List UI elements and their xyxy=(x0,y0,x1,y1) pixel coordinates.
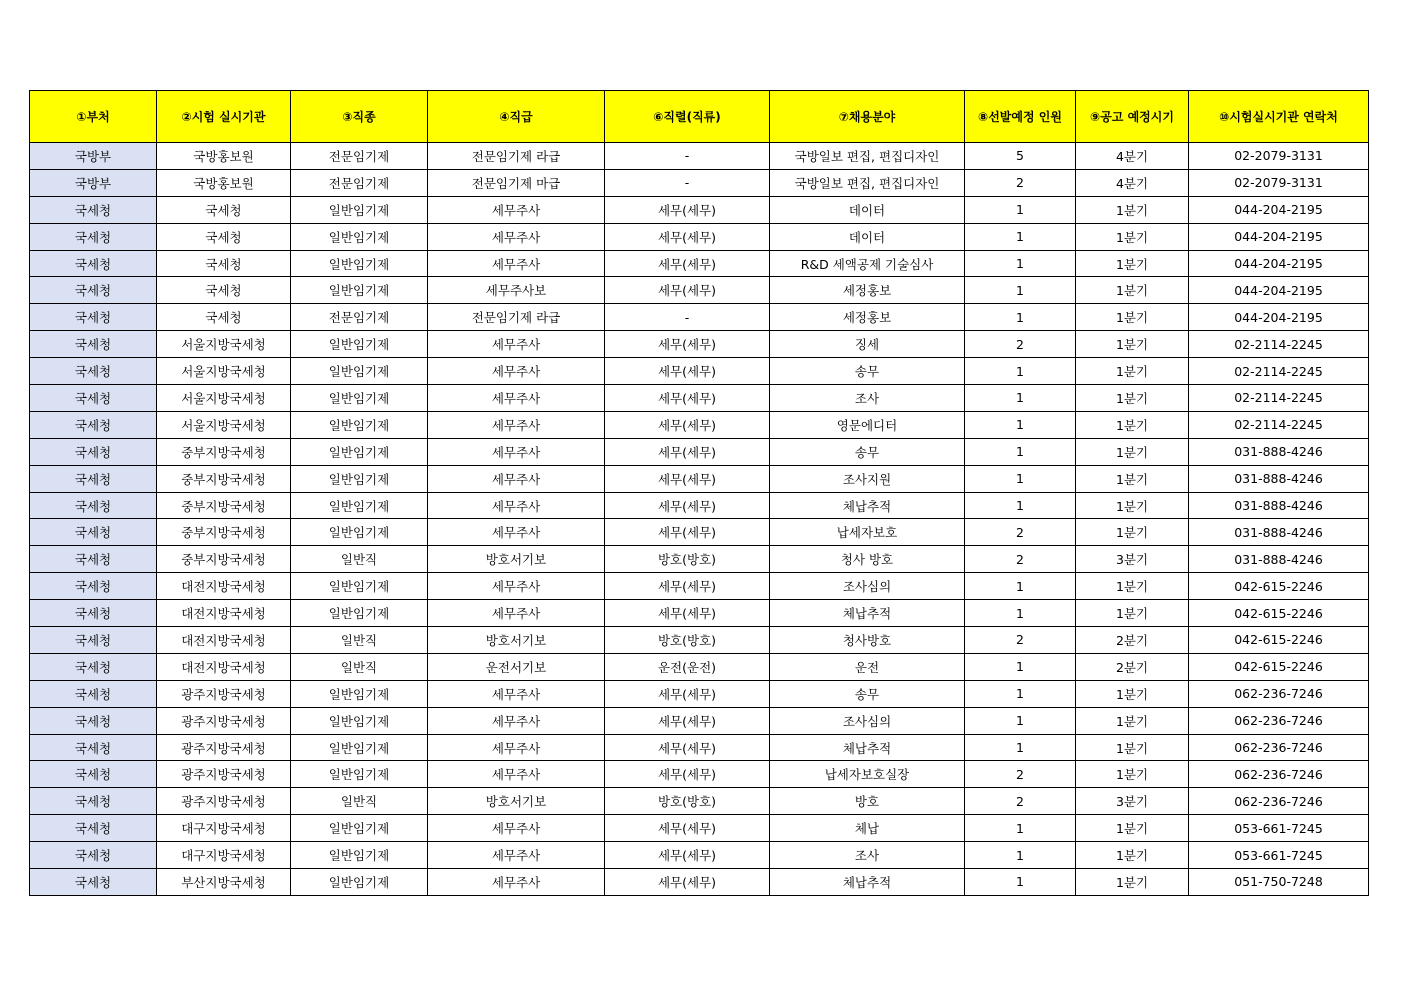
cell-notice-period: 1분기 xyxy=(1076,680,1189,707)
cell-job-type: 일반임기제 xyxy=(291,707,428,734)
cell-contact: 062-236-7246 xyxy=(1189,707,1369,734)
cell-grade: 세무주사 xyxy=(428,680,605,707)
cell-job-type: 일반임기제 xyxy=(291,573,428,600)
cell-job-type: 일반임기제 xyxy=(291,842,428,869)
cell-grade: 세무주사 xyxy=(428,815,605,842)
header-headcount: ⑧선발예정 인원 xyxy=(965,91,1076,143)
cell-ministry: 국세청 xyxy=(30,788,157,815)
table-row xyxy=(30,465,1369,492)
cell-headcount: 1 xyxy=(965,438,1076,465)
table-row xyxy=(30,223,1369,250)
cell-headcount: 1 xyxy=(965,842,1076,869)
cell-job-series: - xyxy=(605,143,770,170)
cell-notice-period: 1분기 xyxy=(1076,707,1189,734)
cell-field: 조사심의 xyxy=(770,573,965,600)
cell-contact: 02-2114-2245 xyxy=(1189,331,1369,358)
cell-contact: 051-750-7248 xyxy=(1189,869,1369,896)
cell-grade: 전문임기제 마급 xyxy=(428,169,605,196)
cell-job-series: - xyxy=(605,169,770,196)
cell-grade: 세무주사 xyxy=(428,842,605,869)
cell-contact: 02-2114-2245 xyxy=(1189,385,1369,412)
cell-headcount: 1 xyxy=(965,869,1076,896)
cell-job-type: 일반임기제 xyxy=(291,869,428,896)
cell-job-series: 방호(방호) xyxy=(605,788,770,815)
cell-ministry: 국세청 xyxy=(30,304,157,331)
cell-headcount: 2 xyxy=(965,761,1076,788)
cell-field: 청사방호 xyxy=(770,627,965,654)
cell-job-series: 방호(방호) xyxy=(605,627,770,654)
table-row xyxy=(30,653,1369,680)
cell-job-type: 일반임기제 xyxy=(291,815,428,842)
cell-headcount: 1 xyxy=(965,600,1076,627)
cell-job-type: 일반임기제 xyxy=(291,196,428,223)
cell-field: 송무 xyxy=(770,358,965,385)
table-row xyxy=(30,627,1369,654)
cell-ministry: 국세청 xyxy=(30,465,157,492)
cell-job-type: 일반임기제 xyxy=(291,761,428,788)
cell-contact: 062-236-7246 xyxy=(1189,761,1369,788)
cell-ministry: 국방부 xyxy=(30,169,157,196)
cell-exam-agency: 대전지방국세청 xyxy=(157,627,291,654)
cell-contact: 02-2079-3131 xyxy=(1189,169,1369,196)
cell-field: 국방일보 편집, 편집디자인 xyxy=(770,143,965,170)
cell-job-type: 일반임기제 xyxy=(291,734,428,761)
table-row xyxy=(30,411,1369,438)
table-row xyxy=(30,358,1369,385)
cell-field: 납세자보호 xyxy=(770,519,965,546)
cell-field: 데이터 xyxy=(770,223,965,250)
cell-field: 송무 xyxy=(770,680,965,707)
cell-grade: 운전서기보 xyxy=(428,653,605,680)
cell-notice-period: 3분기 xyxy=(1076,788,1189,815)
cell-ministry: 국세청 xyxy=(30,842,157,869)
cell-job-series: 세무(세무) xyxy=(605,842,770,869)
cell-field: 국방일보 편집, 편집디자인 xyxy=(770,169,965,196)
cell-ministry: 국세청 xyxy=(30,438,157,465)
cell-headcount: 2 xyxy=(965,169,1076,196)
cell-headcount: 1 xyxy=(965,277,1076,304)
cell-exam-agency: 국세청 xyxy=(157,223,291,250)
cell-job-series: 세무(세무) xyxy=(605,707,770,734)
cell-job-series: 세무(세무) xyxy=(605,573,770,600)
cell-contact: 031-888-4246 xyxy=(1189,546,1369,573)
table-row xyxy=(30,761,1369,788)
cell-job-type: 일반임기제 xyxy=(291,492,428,519)
cell-contact: 02-2114-2245 xyxy=(1189,411,1369,438)
cell-notice-period: 1분기 xyxy=(1076,492,1189,519)
cell-ministry: 국세청 xyxy=(30,196,157,223)
cell-grade: 방호서기보 xyxy=(428,627,605,654)
cell-headcount: 2 xyxy=(965,627,1076,654)
cell-exam-agency: 서울지방국세청 xyxy=(157,331,291,358)
header-job-type: ③직종 xyxy=(291,91,428,143)
cell-ministry: 국세청 xyxy=(30,869,157,896)
cell-notice-period: 1분기 xyxy=(1076,411,1189,438)
table-row xyxy=(30,600,1369,627)
cell-headcount: 1 xyxy=(965,573,1076,600)
cell-job-series: 세무(세무) xyxy=(605,519,770,546)
cell-grade: 세무주사 xyxy=(428,196,605,223)
cell-contact: 031-888-4246 xyxy=(1189,438,1369,465)
cell-exam-agency: 대전지방국세청 xyxy=(157,573,291,600)
cell-job-type: 전문임기제 xyxy=(291,304,428,331)
cell-job-type: 일반임기제 xyxy=(291,465,428,492)
cell-job-series: 세무(세무) xyxy=(605,815,770,842)
cell-exam-agency: 서울지방국세청 xyxy=(157,411,291,438)
cell-grade: 세무주사 xyxy=(428,761,605,788)
cell-job-type: 일반직 xyxy=(291,788,428,815)
cell-grade: 세무주사 xyxy=(428,250,605,277)
cell-ministry: 국세청 xyxy=(30,492,157,519)
cell-notice-period: 1분기 xyxy=(1076,869,1189,896)
cell-job-series: 세무(세무) xyxy=(605,465,770,492)
cell-headcount: 2 xyxy=(965,546,1076,573)
cell-contact: 062-236-7246 xyxy=(1189,734,1369,761)
cell-job-type: 전문임기제 xyxy=(291,143,428,170)
cell-job-series: 세무(세무) xyxy=(605,869,770,896)
cell-grade: 세무주사 xyxy=(428,492,605,519)
cell-contact: 053-661-7245 xyxy=(1189,815,1369,842)
cell-contact: 042-615-2246 xyxy=(1189,653,1369,680)
cell-job-type: 일반직 xyxy=(291,546,428,573)
table-row xyxy=(30,519,1369,546)
cell-ministry: 국세청 xyxy=(30,761,157,788)
cell-notice-period: 2분기 xyxy=(1076,627,1189,654)
cell-ministry: 국세청 xyxy=(30,250,157,277)
cell-headcount: 1 xyxy=(965,680,1076,707)
cell-headcount: 1 xyxy=(965,707,1076,734)
cell-grade: 세무주사 xyxy=(428,331,605,358)
cell-contact: 044-204-2195 xyxy=(1189,277,1369,304)
cell-grade: 세무주사 xyxy=(428,869,605,896)
cell-headcount: 1 xyxy=(965,358,1076,385)
cell-field: 운전 xyxy=(770,653,965,680)
cell-grade: 세무주사 xyxy=(428,358,605,385)
cell-exam-agency: 국세청 xyxy=(157,277,291,304)
cell-ministry: 국세청 xyxy=(30,358,157,385)
cell-ministry: 국세청 xyxy=(30,573,157,600)
cell-notice-period: 3분기 xyxy=(1076,546,1189,573)
cell-grade: 방호서기보 xyxy=(428,546,605,573)
header-contact: ⑩시험실시기관 연락처 xyxy=(1189,91,1369,143)
cell-exam-agency: 대구지방국세청 xyxy=(157,842,291,869)
cell-ministry: 국세청 xyxy=(30,277,157,304)
cell-notice-period: 1분기 xyxy=(1076,304,1189,331)
cell-field: 데이터 xyxy=(770,196,965,223)
cell-headcount: 1 xyxy=(965,196,1076,223)
cell-notice-period: 1분기 xyxy=(1076,519,1189,546)
cell-headcount: 1 xyxy=(965,465,1076,492)
cell-contact: 031-888-4246 xyxy=(1189,519,1369,546)
cell-job-type: 일반임기제 xyxy=(291,519,428,546)
cell-ministry: 국세청 xyxy=(30,815,157,842)
cell-job-type: 일반임기제 xyxy=(291,331,428,358)
cell-grade: 세무주사 xyxy=(428,465,605,492)
cell-grade: 세무주사 xyxy=(428,438,605,465)
table-row xyxy=(30,707,1369,734)
cell-contact: 042-615-2246 xyxy=(1189,600,1369,627)
cell-grade: 전문임기제 라급 xyxy=(428,304,605,331)
cell-job-series: 세무(세무) xyxy=(605,196,770,223)
cell-exam-agency: 광주지방국세청 xyxy=(157,680,291,707)
cell-field: 납세자보호실장 xyxy=(770,761,965,788)
cell-job-series: 세무(세무) xyxy=(605,438,770,465)
cell-field: 조사 xyxy=(770,385,965,412)
header-notice-period: ⑨공고 예정시기 xyxy=(1076,91,1189,143)
cell-exam-agency: 중부지방국세청 xyxy=(157,519,291,546)
cell-field: 세정홍보 xyxy=(770,304,965,331)
cell-exam-agency: 국세청 xyxy=(157,196,291,223)
cell-job-type: 일반임기제 xyxy=(291,250,428,277)
cell-grade: 세무주사 xyxy=(428,223,605,250)
cell-exam-agency: 국방홍보원 xyxy=(157,169,291,196)
table-row xyxy=(30,169,1369,196)
cell-field: 조사 xyxy=(770,842,965,869)
cell-contact: 062-236-7246 xyxy=(1189,680,1369,707)
cell-headcount: 1 xyxy=(965,385,1076,412)
cell-exam-agency: 국세청 xyxy=(157,250,291,277)
cell-grade: 세무주사 xyxy=(428,707,605,734)
cell-exam-agency: 국방홍보원 xyxy=(157,143,291,170)
cell-job-type: 일반직 xyxy=(291,653,428,680)
cell-job-type: 일반임기제 xyxy=(291,385,428,412)
header-job-series: ⑥직렬(직류) xyxy=(605,91,770,143)
cell-notice-period: 1분기 xyxy=(1076,815,1189,842)
cell-ministry: 국세청 xyxy=(30,519,157,546)
cell-notice-period: 1분기 xyxy=(1076,358,1189,385)
cell-headcount: 2 xyxy=(965,519,1076,546)
cell-job-series: 방호(방호) xyxy=(605,546,770,573)
cell-grade: 세무주사 xyxy=(428,573,605,600)
table-row xyxy=(30,143,1369,170)
cell-headcount: 1 xyxy=(965,304,1076,331)
cell-grade: 세무주사 xyxy=(428,600,605,627)
cell-field: 청사 방호 xyxy=(770,546,965,573)
cell-job-series: 세무(세무) xyxy=(605,600,770,627)
cell-headcount: 2 xyxy=(965,788,1076,815)
cell-job-type: 일반임기제 xyxy=(291,411,428,438)
table-row xyxy=(30,250,1369,277)
cell-headcount: 1 xyxy=(965,734,1076,761)
table-row xyxy=(30,196,1369,223)
cell-ministry: 국세청 xyxy=(30,707,157,734)
cell-job-series: 세무(세무) xyxy=(605,250,770,277)
cell-contact: 042-615-2246 xyxy=(1189,573,1369,600)
cell-job-type: 일반임기제 xyxy=(291,600,428,627)
cell-contact: 044-204-2195 xyxy=(1189,250,1369,277)
cell-job-series: 세무(세무) xyxy=(605,277,770,304)
cell-exam-agency: 중부지방국세청 xyxy=(157,492,291,519)
cell-job-series: - xyxy=(605,304,770,331)
cell-grade: 세무주사 xyxy=(428,519,605,546)
cell-field: 조사심의 xyxy=(770,707,965,734)
header-exam-agency: ②시험 실시기관 xyxy=(157,91,291,143)
cell-notice-period: 1분기 xyxy=(1076,331,1189,358)
cell-contact: 062-236-7246 xyxy=(1189,788,1369,815)
cell-grade: 세무주사 xyxy=(428,734,605,761)
cell-contact: 031-888-4246 xyxy=(1189,492,1369,519)
cell-notice-period: 1분기 xyxy=(1076,842,1189,869)
cell-field: 영문에디터 xyxy=(770,411,965,438)
cell-job-series: 세무(세무) xyxy=(605,411,770,438)
table-row xyxy=(30,842,1369,869)
cell-job-type: 일반임기제 xyxy=(291,277,428,304)
cell-exam-agency: 대전지방국세청 xyxy=(157,653,291,680)
cell-exam-agency: 국세청 xyxy=(157,304,291,331)
cell-field: 송무 xyxy=(770,438,965,465)
cell-job-type: 일반임기제 xyxy=(291,358,428,385)
cell-contact: 044-204-2195 xyxy=(1189,196,1369,223)
cell-ministry: 국방부 xyxy=(30,143,157,170)
cell-notice-period: 1분기 xyxy=(1076,761,1189,788)
cell-job-series: 운전(운전) xyxy=(605,653,770,680)
cell-ministry: 국세청 xyxy=(30,331,157,358)
cell-notice-period: 1분기 xyxy=(1076,573,1189,600)
cell-field: 체납추적 xyxy=(770,869,965,896)
cell-grade: 세무주사 xyxy=(428,385,605,412)
cell-job-series: 세무(세무) xyxy=(605,761,770,788)
cell-contact: 053-661-7245 xyxy=(1189,842,1369,869)
cell-field: 체납추적 xyxy=(770,734,965,761)
cell-grade: 세무주사 xyxy=(428,411,605,438)
cell-exam-agency: 중부지방국세청 xyxy=(157,546,291,573)
table-row xyxy=(30,680,1369,707)
cell-notice-period: 2분기 xyxy=(1076,653,1189,680)
table-row xyxy=(30,304,1369,331)
cell-exam-agency: 서울지방국세청 xyxy=(157,358,291,385)
cell-exam-agency: 서울지방국세청 xyxy=(157,385,291,412)
cell-contact: 02-2079-3131 xyxy=(1189,143,1369,170)
cell-contact: 044-204-2195 xyxy=(1189,304,1369,331)
cell-contact: 031-888-4246 xyxy=(1189,465,1369,492)
cell-job-series: 세무(세무) xyxy=(605,358,770,385)
cell-notice-period: 1분기 xyxy=(1076,385,1189,412)
cell-ministry: 국세청 xyxy=(30,680,157,707)
cell-job-type: 전문임기제 xyxy=(291,169,428,196)
table-row xyxy=(30,438,1369,465)
cell-contact: 042-615-2246 xyxy=(1189,627,1369,654)
table-row xyxy=(30,492,1369,519)
cell-contact: 044-204-2195 xyxy=(1189,223,1369,250)
cell-ministry: 국세청 xyxy=(30,546,157,573)
table-row xyxy=(30,331,1369,358)
cell-notice-period: 1분기 xyxy=(1076,196,1189,223)
cell-job-type: 일반임기제 xyxy=(291,223,428,250)
cell-grade: 전문임기제 라급 xyxy=(428,143,605,170)
cell-exam-agency: 광주지방국세청 xyxy=(157,707,291,734)
cell-exam-agency: 광주지방국세청 xyxy=(157,788,291,815)
cell-ministry: 국세청 xyxy=(30,627,157,654)
cell-field: 조사지원 xyxy=(770,465,965,492)
cell-headcount: 1 xyxy=(965,223,1076,250)
header-field: ⑦채용분야 xyxy=(770,91,965,143)
cell-headcount: 1 xyxy=(965,492,1076,519)
table-row xyxy=(30,546,1369,573)
cell-field: R&D 세액공제 기술심사 xyxy=(770,250,965,277)
cell-field: 체납추적 xyxy=(770,492,965,519)
cell-job-type: 일반직 xyxy=(291,627,428,654)
table-row xyxy=(30,815,1369,842)
table-body xyxy=(30,143,1369,896)
cell-ministry: 국세청 xyxy=(30,600,157,627)
table-row xyxy=(30,277,1369,304)
cell-ministry: 국세청 xyxy=(30,223,157,250)
cell-ministry: 국세청 xyxy=(30,385,157,412)
cell-grade: 방호서기보 xyxy=(428,788,605,815)
table-row xyxy=(30,385,1369,412)
recruitment-table xyxy=(29,90,1369,896)
cell-exam-agency: 대전지방국세청 xyxy=(157,600,291,627)
header-ministry: ①부처 xyxy=(30,91,157,143)
cell-ministry: 국세청 xyxy=(30,734,157,761)
cell-job-series: 세무(세무) xyxy=(605,385,770,412)
cell-notice-period: 1분기 xyxy=(1076,734,1189,761)
cell-field: 방호 xyxy=(770,788,965,815)
cell-field: 징세 xyxy=(770,331,965,358)
table-row xyxy=(30,869,1369,896)
cell-headcount: 1 xyxy=(965,411,1076,438)
cell-notice-period: 4분기 xyxy=(1076,143,1189,170)
cell-exam-agency: 대구지방국세청 xyxy=(157,815,291,842)
header-row xyxy=(30,91,1369,143)
cell-exam-agency: 중부지방국세청 xyxy=(157,438,291,465)
cell-headcount: 2 xyxy=(965,331,1076,358)
header-grade: ④직급 xyxy=(428,91,605,143)
cell-job-series: 세무(세무) xyxy=(605,331,770,358)
cell-exam-agency: 광주지방국세청 xyxy=(157,734,291,761)
cell-notice-period: 1분기 xyxy=(1076,465,1189,492)
cell-field: 세정홍보 xyxy=(770,277,965,304)
cell-grade: 세무주사보 xyxy=(428,277,605,304)
cell-ministry: 국세청 xyxy=(30,653,157,680)
cell-notice-period: 1분기 xyxy=(1076,600,1189,627)
cell-headcount: 5 xyxy=(965,143,1076,170)
cell-notice-period: 1분기 xyxy=(1076,223,1189,250)
cell-field: 체납추적 xyxy=(770,600,965,627)
cell-job-type: 일반임기제 xyxy=(291,438,428,465)
cell-job-series: 세무(세무) xyxy=(605,223,770,250)
cell-contact: 02-2114-2245 xyxy=(1189,358,1369,385)
table-row xyxy=(30,788,1369,815)
cell-notice-period: 1분기 xyxy=(1076,438,1189,465)
cell-exam-agency: 중부지방국세청 xyxy=(157,465,291,492)
cell-notice-period: 4분기 xyxy=(1076,169,1189,196)
cell-job-series: 세무(세무) xyxy=(605,734,770,761)
cell-headcount: 1 xyxy=(965,250,1076,277)
cell-headcount: 1 xyxy=(965,653,1076,680)
cell-ministry: 국세청 xyxy=(30,411,157,438)
cell-exam-agency: 광주지방국세청 xyxy=(157,761,291,788)
cell-notice-period: 1분기 xyxy=(1076,277,1189,304)
cell-field: 체납 xyxy=(770,815,965,842)
table-row xyxy=(30,734,1369,761)
cell-headcount: 1 xyxy=(965,815,1076,842)
cell-notice-period: 1분기 xyxy=(1076,250,1189,277)
cell-job-series: 세무(세무) xyxy=(605,492,770,519)
cell-job-series: 세무(세무) xyxy=(605,680,770,707)
table-row xyxy=(30,573,1369,600)
cell-exam-agency: 부산지방국세청 xyxy=(157,869,291,896)
cell-job-type: 일반임기제 xyxy=(291,680,428,707)
